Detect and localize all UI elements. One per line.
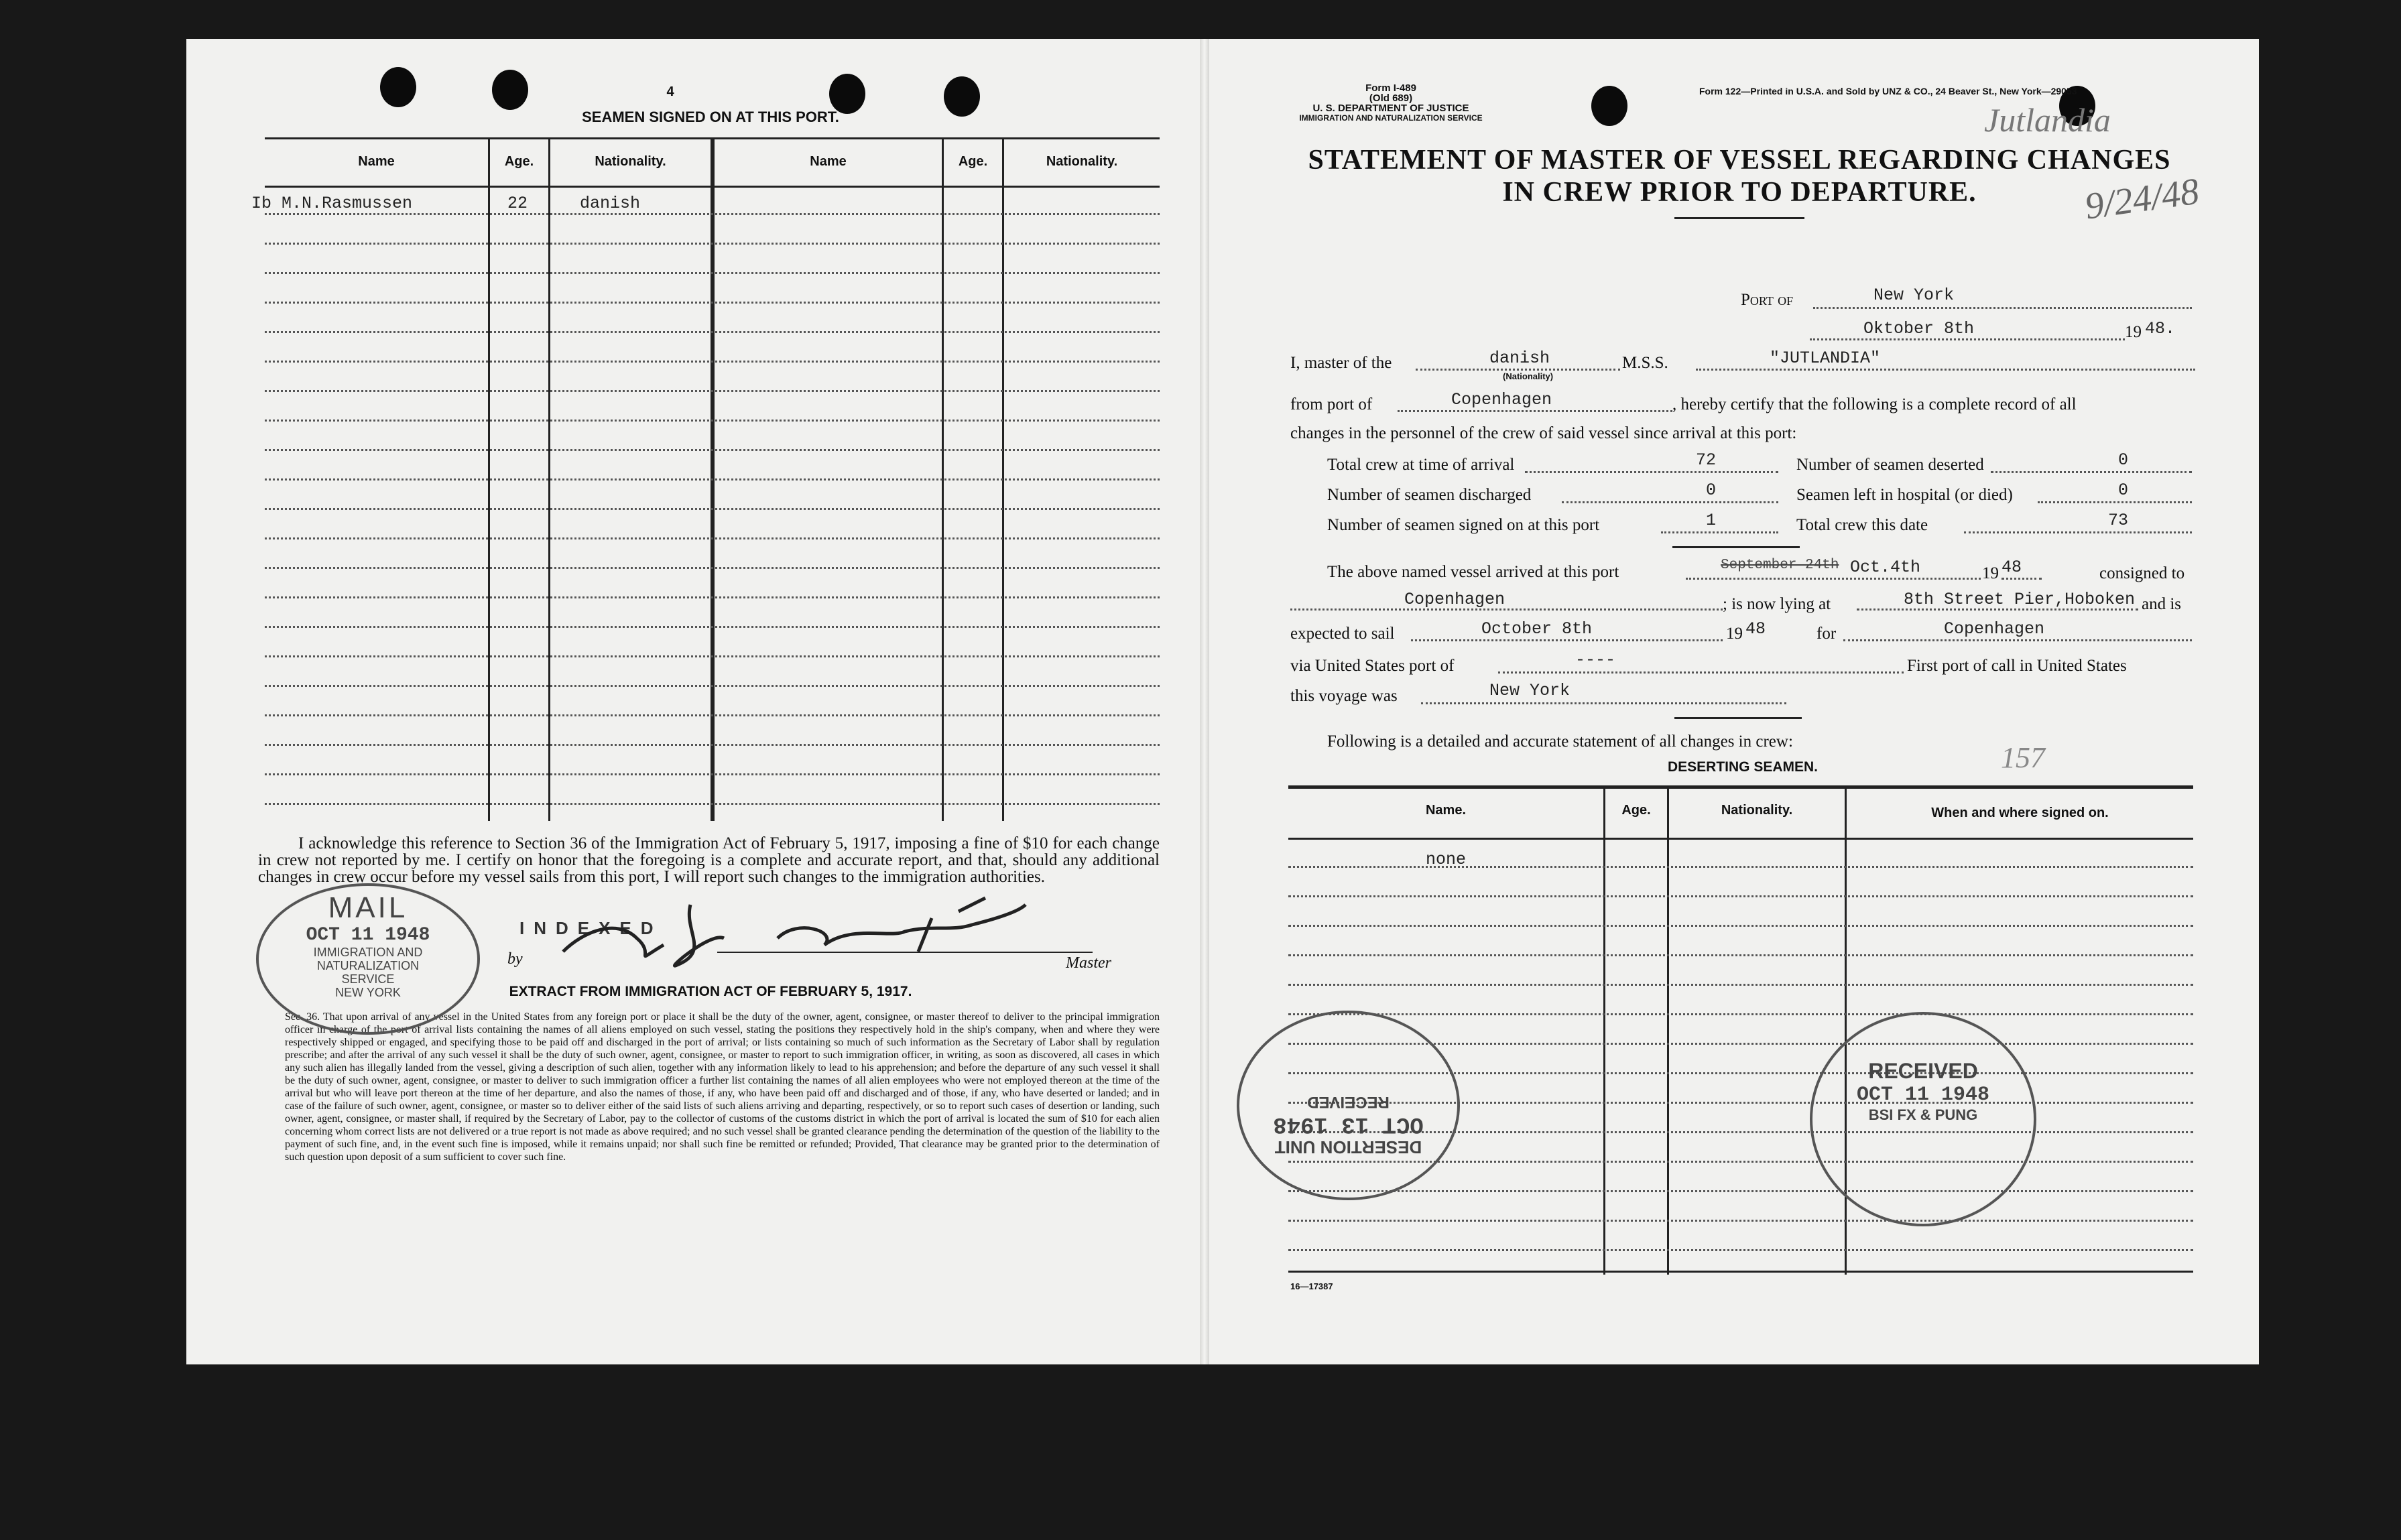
master-label: Master [1066,954,1111,972]
desert-col-name: Name. [1425,803,1467,818]
form-title [1277,144,2202,208]
row-rule [265,331,1160,333]
row-rule [265,773,1160,775]
handwritten-number: 157 [2001,741,2045,774]
row-rule [1288,1220,2193,1222]
acknowledgement-text: I acknowledge this reference to Section 36 of the Immigration Act of February 5, 1917, imposing a fine of $10 for each change in crew not reported by me. I certify on honor that the foregoing is a complete and accurate report, and that, should any additional changes in crew occur before my vessel sails from this port, I will report such changes to the immigration authorities. [258,834,1160,886]
indexed-stamp: INDEXED [519,918,663,938]
row-rule [1288,1190,2193,1192]
lying-value: 8th Street Pier,Hoboken [1904,590,2136,609]
desertion-stamp-date: OCT 13 1948 [1273,1111,1424,1137]
row-rule [265,302,1160,304]
row-rule [265,361,1160,363]
row-rule [1288,866,2193,868]
deserting-row-name: none [1426,850,1467,869]
punch-hole [829,74,865,114]
total-crew-arrival-label: Total crew at time of arrival [1327,456,1515,474]
total-crew-arrival-value: 72 [1696,450,1717,470]
port-of-label: Port of [1741,291,1794,309]
expected-year-prefix: 19 [1726,625,1743,643]
from-port-label: from port of [1290,395,1373,413]
section-title: SEAMEN SIGNED ON AT THIS PORT. [582,109,839,125]
row-rule [1288,895,2193,897]
row-rule [265,420,1160,422]
handwritten-date: 9/24/48 [2082,170,2202,228]
row-rule [265,508,1160,510]
discharged-value: 0 [1706,480,1717,500]
received-stamp-date: OCT 11 1948 [1856,1084,1990,1106]
form-number: Form I-489 [1365,82,1416,94]
year-prefix: 19 [2125,323,2142,341]
mail-stamp-line-4: NEW YORK [335,986,401,999]
port-of-value: New York [1873,285,1955,305]
col-nationality-2: Nationality. [1046,154,1118,169]
mail-stamp-top: MAIL [328,891,408,924]
consignee: Copenhagen [1404,590,1505,609]
signed-on-value: 1 [1706,511,1717,530]
extract-title: EXTRACT FROM IMMIGRATION ACT OF FEBRUARY 5, 1917. [509,984,912,999]
deserting-seamen-table [1288,785,2193,1275]
row-rule [265,243,1160,245]
vessel-type: M.S.S. [1622,354,1668,372]
consigned-label: consigned to [2099,564,2185,582]
form-service: IMMIGRATION AND NATURALIZATION SERVICE [1299,113,1483,123]
row-rule [265,390,1160,392]
master-signature [556,891,1133,972]
hospital-value: 0 [2118,480,2129,500]
extract-text: Sec. 36. That upon arrival of any vessel in the United States from any foreign port or place it shall be the duty of the owner, agent, consignee, or master thereof to deliver to the principal immigration officer in charge of the port of arrival lists containing the names of all aliens employed on such vessel, stating the positions they respectively hold in the ship's company, when and where they were respectively shipped or engaged, and specifying those to be paid off and discharged in the port of arrival; or lists containing so much of such information as the Secretary of Labor shall by regulation prescribe; and after the arrival of any such vessel it shall be the duty of such owner, agent, consignee, or master to report to such immigration officer, in writing, as soon as discovered, all cases in which any such alien has illegally landed from the vessel, giving a description of such alien, together with any information likely to lead to his apprehension; and before the departure of any such vessel it shall be the duty of such owner, agent, consignee, or master to deliver to such immigration officer a further list containing the names of all alien employees who were not employed thereon at the time of the arrival but who will leave port thereon at the time of her departure, and also the names of those, if any, who have been paid off and discharged and of those, if any, who have deserted or landed; and in case of the failure of such owner, agent, consignee, or master so to deliver either of the said lists of such aliens arriving and departing, respectively, or so to report such cases of desertion or landing, such owner, agent, consignee, or master shall, if required by the Secretary of Labor, pay to the collector of customs of the customs district in which the port of arrival is located the sum of $10 for each alien concerning whom correct lists are not delivered or a true report is not made as above required; and no such vessel shall be granted clearance pending the determination of the question of the liability to the payment of such fine, and, in the event such fine is imposed, while it remains unpaid; nor shall such fine be remitted or refunded; Provided, That clearance may be granted prior to the determination of such question upon deposit of a sum sufficient to cover such fine. [285,1011,1160,1163]
expected-value: October 8th [1481,619,1593,639]
vessel-name: "JUTLANDIA" [1770,348,1881,368]
received-stamp-top: RECEIVED [1868,1059,1978,1083]
year-value: 48. [2145,319,2176,338]
received-stamp [1810,1012,2036,1226]
row-rule [265,685,1160,687]
row-rule [265,714,1160,716]
for-value: Copenhagen [1944,619,2045,639]
printer-note: Form 122—Printed in U.S.A. and Sold by UNZ & CO., 24 Beaver St., New York—29053 [1699,86,2077,97]
following-text: Following is a detailed and accurate statement of all changes in crew: [1327,732,1793,751]
row-rule [265,272,1160,274]
desert-col-signed-on: When and where signed on. [1931,806,2109,820]
arrived-year-prefix: 19 [1982,564,1999,582]
form-title-line-2: IN CREW PRIOR TO DEPARTURE. [1502,177,1977,208]
and-is-text: and is [2142,595,2182,613]
row-rule [265,626,1160,628]
col-age-2: Age. [958,154,988,169]
deserted-label: Number of seamen deserted [1796,456,1984,474]
date-value: Oktober 8th [1863,319,1975,338]
punch-hole [944,76,980,117]
table-row-name: Ib M.N.Rasmussen [251,194,413,213]
row-rule [265,596,1160,598]
discharged-label: Number of seamen discharged [1327,486,1532,504]
row-rule [265,537,1160,539]
desert-col-nationality: Nationality. [1721,803,1793,818]
total-crew-date-value: 73 [2108,511,2129,530]
via-label: via United States port of [1290,657,1455,675]
row-rule [1288,984,2193,986]
for-label: for [1817,625,1837,643]
mail-stamp-line-1: IMMIGRATION AND [313,946,423,959]
form-old-number: (Old 689) [1369,92,1413,104]
row-rule [1288,1249,2193,1251]
page-fold [1200,39,1209,1364]
nationality-value: danish [1489,348,1550,368]
row-rule [265,478,1160,480]
expected-year: 48 [1745,619,1766,639]
deserting-title: DESERTING SEAMEN. [1667,759,1819,775]
voyage-value: New York [1489,681,1571,700]
desert-col-age: Age. [1621,803,1651,818]
punch-hole [1591,86,1627,126]
row-rule [265,567,1160,569]
from-port-value: Copenhagen [1451,390,1552,409]
row-rule [265,213,1160,215]
arrived-label: The above named vessel arrived at this port [1327,563,1619,581]
page-number: 4 [666,84,674,99]
form-id [1290,83,1491,123]
hospital-label: Seamen left in hospital (or died) [1796,486,2013,504]
handwritten-vessel-name: Jutlandia [1984,101,2111,139]
punch-hole [492,70,528,110]
table-row-nationality: danish [580,194,641,213]
signed-on-label: Number of seamen signed on at this port [1327,516,1600,534]
desertion-stamp-top: DESERTION UNIT [1274,1137,1422,1157]
form-title-line-1: STATEMENT OF MASTER OF VESSEL REGARDING CHANGES [1308,145,2171,176]
arrived-struck: September 24th [1721,558,1839,573]
mail-stamp-line-2: NATURALIZATION [316,959,420,972]
deserted-value: 0 [2118,450,2129,470]
row-rule [1288,1013,2193,1015]
received-stamp-line: BSI FX & PUNG [1868,1106,1978,1123]
changes-text: changes in the personnel of the crew of said vessel since arrival at this port: [1290,424,1797,442]
expected-label: expected to sail [1290,625,1395,643]
form-department: U. S. DEPARTMENT OF JUSTICE [1312,103,1469,114]
row-rule [265,744,1160,746]
col-name-2: Name [810,154,847,169]
desertion-unit-stamp [1237,1011,1460,1200]
mail-stamp-line-3: SERVICE [341,972,395,986]
col-name: Name [358,154,395,169]
by-label: by [507,950,523,968]
row-rule [1288,925,2193,927]
nationality-caption: (Nationality) [1503,371,1554,381]
row-rule [265,449,1160,451]
row-rule [265,655,1160,657]
desertion-stamp-line: RECEIVED [1307,1093,1390,1111]
arrived-year: 48 [2002,558,2022,577]
arrived-value: Oct.4th [1850,558,1921,577]
first-port-label: First port of call in United States [1907,657,2127,675]
voyage-label: this voyage was [1290,687,1398,705]
mail-stamp-date: OCT 11 1948 [306,925,430,946]
col-nationality: Nationality. [595,154,666,169]
table-row-age: 22 [507,194,528,213]
row-rule [1288,954,2193,956]
total-crew-date-label: Total crew this date [1796,516,1928,534]
via-value: ---- [1575,650,1616,669]
master-of-label: I, master of the [1290,354,1392,372]
punch-hole [380,67,416,107]
col-age: Age. [504,154,534,169]
mail-stamp [256,883,480,1035]
lying-label: ; is now lying at [1723,595,1831,613]
seamen-signed-on-table [251,137,1160,821]
certify-text: , hereby certify that the following is a complete record of all [1672,395,2077,413]
footer-code: 16—17387 [1290,1281,1333,1291]
row-rule [265,803,1160,805]
